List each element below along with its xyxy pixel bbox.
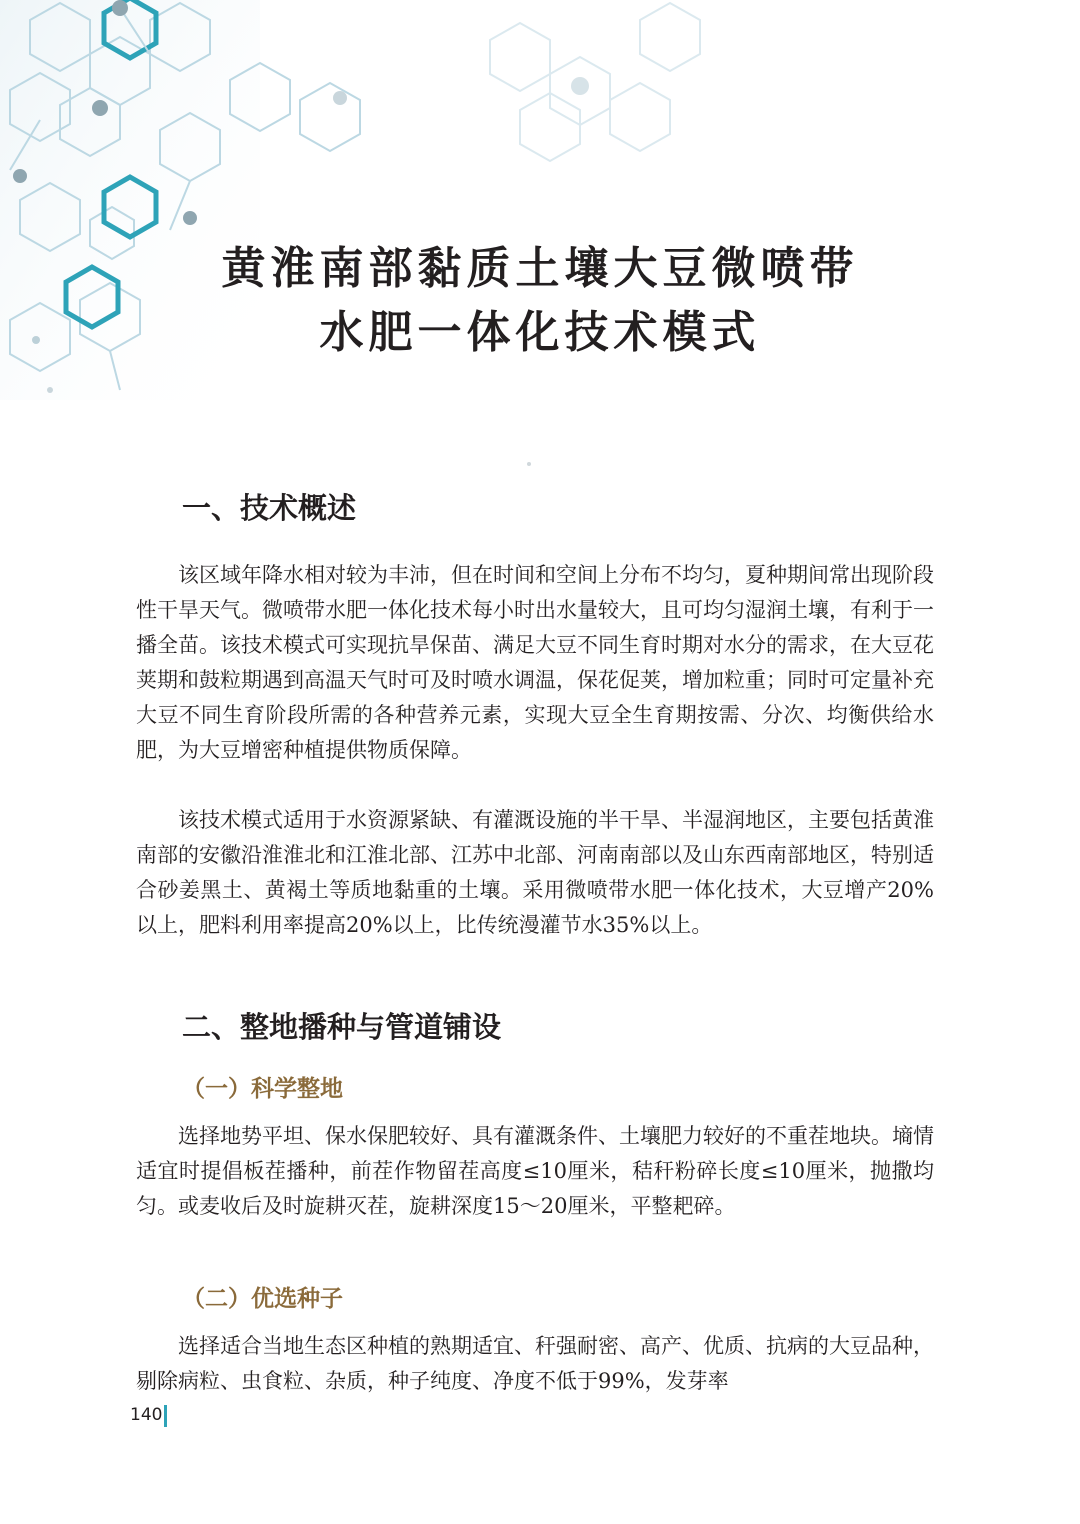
section-heading-overview: 一、技术概述 [182, 491, 357, 525]
page-title-line-2: 水肥一体化技术模式 [319, 307, 761, 358]
page-title-line-1: 黄淮南部黏质土壤大豆微喷带 [221, 243, 859, 294]
overview-paragraph-2: 该技术模式适用于水资源紧缺、有灌溉设施的半干旱、半湿润地区，主要包括黄淮南部的安徽沿淮淮北和江淮北部、江苏中北部、河南南部以及山东西南部地区，特别适合砂姜黑土、黄褐土等质地黏重的土壤。采用微喷带水肥一体化技术，大豆增产20%以上，肥料利用率提高20%以上，比传统漫灌节水35%以上。 [136, 808, 934, 937]
seed-paragraph: 选择适合当地生态区种植的熟期适宜、秆强耐密、高产、优质、抗病的大豆品种，剔除病粒、虫食粒、杂质，种子纯度、净度不低于99%，发芽率 [136, 1334, 934, 1393]
subsection-heading-scientific-tillage: （一）科学整地 [182, 1076, 343, 1102]
overview-paragraph-1: 该区域年降水相对较为丰沛，但在时间和空间上分布不均匀，夏种期间常出现阶段性干旱天气。微喷带水肥一体化技术每小时出水量较大，且可均匀湿润土壤，有利于一播全苗。该技术模式可实现抗旱保苗、满足大豆不同生育时期对水分的需求，在大豆花荚期和鼓粒期遇到高温天气时可及时喷水调温，保花促荚，增加粒重；同时可定量补充大豆不同生育阶段所需的各种营养元素，实现大豆全生育期按需、分次、均衡供给水肥，为大豆增密种植提供物质保障。 [136, 563, 934, 762]
page-number-bar [164, 1405, 167, 1427]
page-number: 140 [130, 1405, 163, 1425]
subsection-heading-seed-selection: （二）优选种子 [182, 1286, 343, 1312]
tillage-paragraph: 选择地势平坦、保水保肥较好、具有灌溉条件、土壤肥力较好的不重茬地块。墒情适宜时提倡板茬播种，前茬作物留茬高度≤10厘米，秸秆粉碎长度≤10厘米，抛撒均匀。或麦收后及时旋耕灭茬，旋耕深度15～20厘米，平整耙碎。 [136, 1124, 934, 1218]
section-heading-land-preparation: 二、整地播种与管道铺设 [182, 1010, 502, 1044]
decorative-dot [527, 462, 531, 466]
